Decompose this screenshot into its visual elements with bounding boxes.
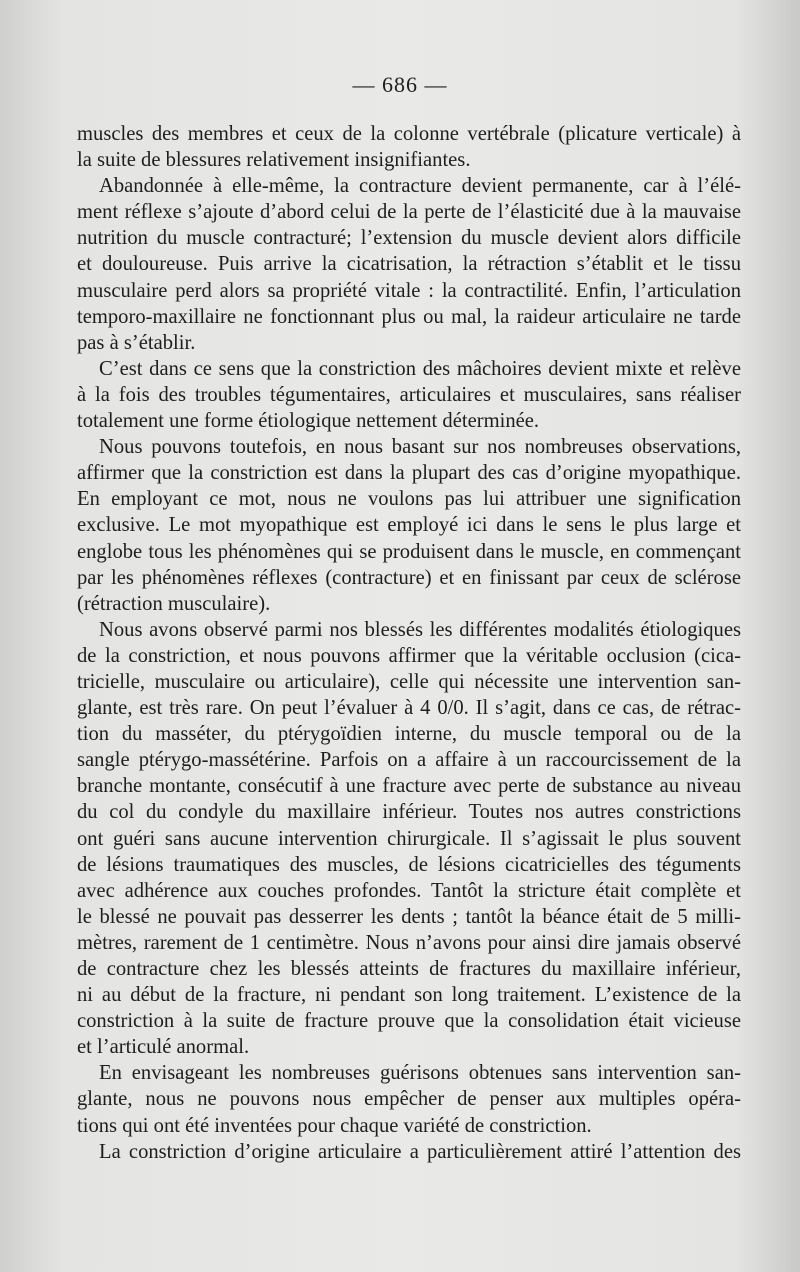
text-line: musculaire perd alors sa propriété vitale : la contractilité. Enfin, l’articulation xyxy=(77,279,741,302)
text-line: englobe tous les phénomènes qui se produisent dans le muscle, en commençant xyxy=(77,540,741,563)
text-line: Abandonnée à elle-même, la contracture devient permanente, car à l’élé- xyxy=(99,175,741,198)
paragraph xyxy=(77,617,741,1061)
paragraph xyxy=(77,121,741,173)
text-line: affirmer que la constriction est dans la plupart des cas d’origine myopathique. xyxy=(77,462,741,485)
text-line: et douloureuse. Puis arrive la cicatrisation, la rétraction s’établit et le tissu xyxy=(77,253,741,276)
text-line: En employant ce mot, nous ne voulons pas lui attribuer une signification xyxy=(77,488,741,511)
text-line: le blessé ne pouvait pas desserrer les dents ; tantôt la béance était de 5 milli- xyxy=(77,905,741,928)
text-line: à la fois des troubles tégumentaires, articulaires et musculaires, sans réaliser xyxy=(77,383,741,406)
text-line: La constriction d’origine articulaire a particulièrement attiré l’attention des xyxy=(99,1140,741,1163)
text-line: tion du masséter, du ptérygoïdien interne, du muscle temporal ou de la xyxy=(77,723,741,746)
text-line: ont guéri sans aucune intervention chirurgicale. Il s’agissait le plus souvent xyxy=(77,827,741,850)
paragraph xyxy=(77,1060,741,1138)
text-line: la suite de blessures relativement insignifiantes. xyxy=(77,149,471,172)
text-line: glante, est très rare. On peut l’évaluer à 4 0/0. Il s’agit, dans ce cas, de rétrac- xyxy=(77,697,741,720)
text-line: constriction à la suite de fracture prouve que la consolidation était vicieuse xyxy=(77,1010,741,1033)
text-line: de contracture chez les blessés atteints de fractures du maxillaire inférieur, xyxy=(77,958,741,980)
text-line: de la constriction, et nous pouvons affirmer que la véritable occlusion (cica- xyxy=(77,644,741,667)
paragraph xyxy=(77,356,741,434)
text-line: du col du condyle du maxillaire inférieur. Toutes nos autres constrictions xyxy=(77,801,741,824)
paragraph xyxy=(77,173,741,356)
text-line: Nous pouvons toutefois, en nous basant sur nos nombreuses observations, xyxy=(99,436,741,459)
text-line: muscles des membres et ceux de la colonne vertébrale (plicature verticale) à xyxy=(77,123,741,145)
text-line: de lésions traumatiques des muscles, de lésions cicatricielles des téguments xyxy=(77,853,741,876)
text-line: ment réflexe s’ajoute d’abord celui de la perte de l’élasticité due à la mauvaise xyxy=(77,201,741,224)
text-line: ni au début de la fracture, ni pendant son long traitement. L’existence de la xyxy=(77,984,741,1007)
text-line: pas à s’établir. xyxy=(77,331,196,354)
text-line: branche montante, consécutif à une fracture avec perte de substance au niveau xyxy=(77,775,741,798)
text-line: temporo-maxillaire ne fonctionnant plus ou mal, la raideur articulaire ne tarde xyxy=(77,305,741,328)
text-line: exclusive. Le mot myopathique est employé ici dans le sens le plus large et xyxy=(77,514,741,537)
text-line: par les phénomènes réflexes (contracture) et en finissant par ceux de sclérose xyxy=(77,566,741,589)
text-line: glante, nous ne pouvons nous empêcher de penser aux multiples opéra- xyxy=(77,1088,741,1111)
text-line: tricielle, musculaire ou articulaire), celle qui nécessite une intervention san- xyxy=(77,670,741,693)
text-line: tions qui ont été inventées pour chaque variété de constriction. xyxy=(77,1114,592,1137)
paragraph xyxy=(77,1139,741,1165)
body-text xyxy=(77,121,741,1165)
text-line: mètres, rarement de 1 centimètre. Nous n’avons pour ainsi dire jamais observé xyxy=(77,931,741,954)
text-line: nutrition du muscle contracturé; l’extension du muscle devient alors difficile xyxy=(77,227,741,250)
text-line: En envisageant les nombreuses guérisons obtenues sans intervention san- xyxy=(99,1062,741,1085)
paragraph xyxy=(77,434,741,617)
text-line: avec adhérence aux couches profondes. Tantôt la stricture était complète et xyxy=(77,879,741,902)
text-line: sangle ptérygo-massétérine. Parfois on a affaire à un raccourcissement de la xyxy=(77,749,741,772)
text-line: C’est dans ce sens que la constriction des mâchoires devient mixte et relève xyxy=(99,357,741,380)
text-line: et l’articulé anormal. xyxy=(77,1036,250,1059)
page-number: — 686 — xyxy=(352,72,448,97)
text-line: totalement une forme étiologique nettement déterminée. xyxy=(77,410,540,433)
text-line: Nous avons observé parmi nos blessés les différentes modalités étiologiques xyxy=(99,618,741,641)
text-line: (rétraction musculaire). xyxy=(77,592,271,615)
